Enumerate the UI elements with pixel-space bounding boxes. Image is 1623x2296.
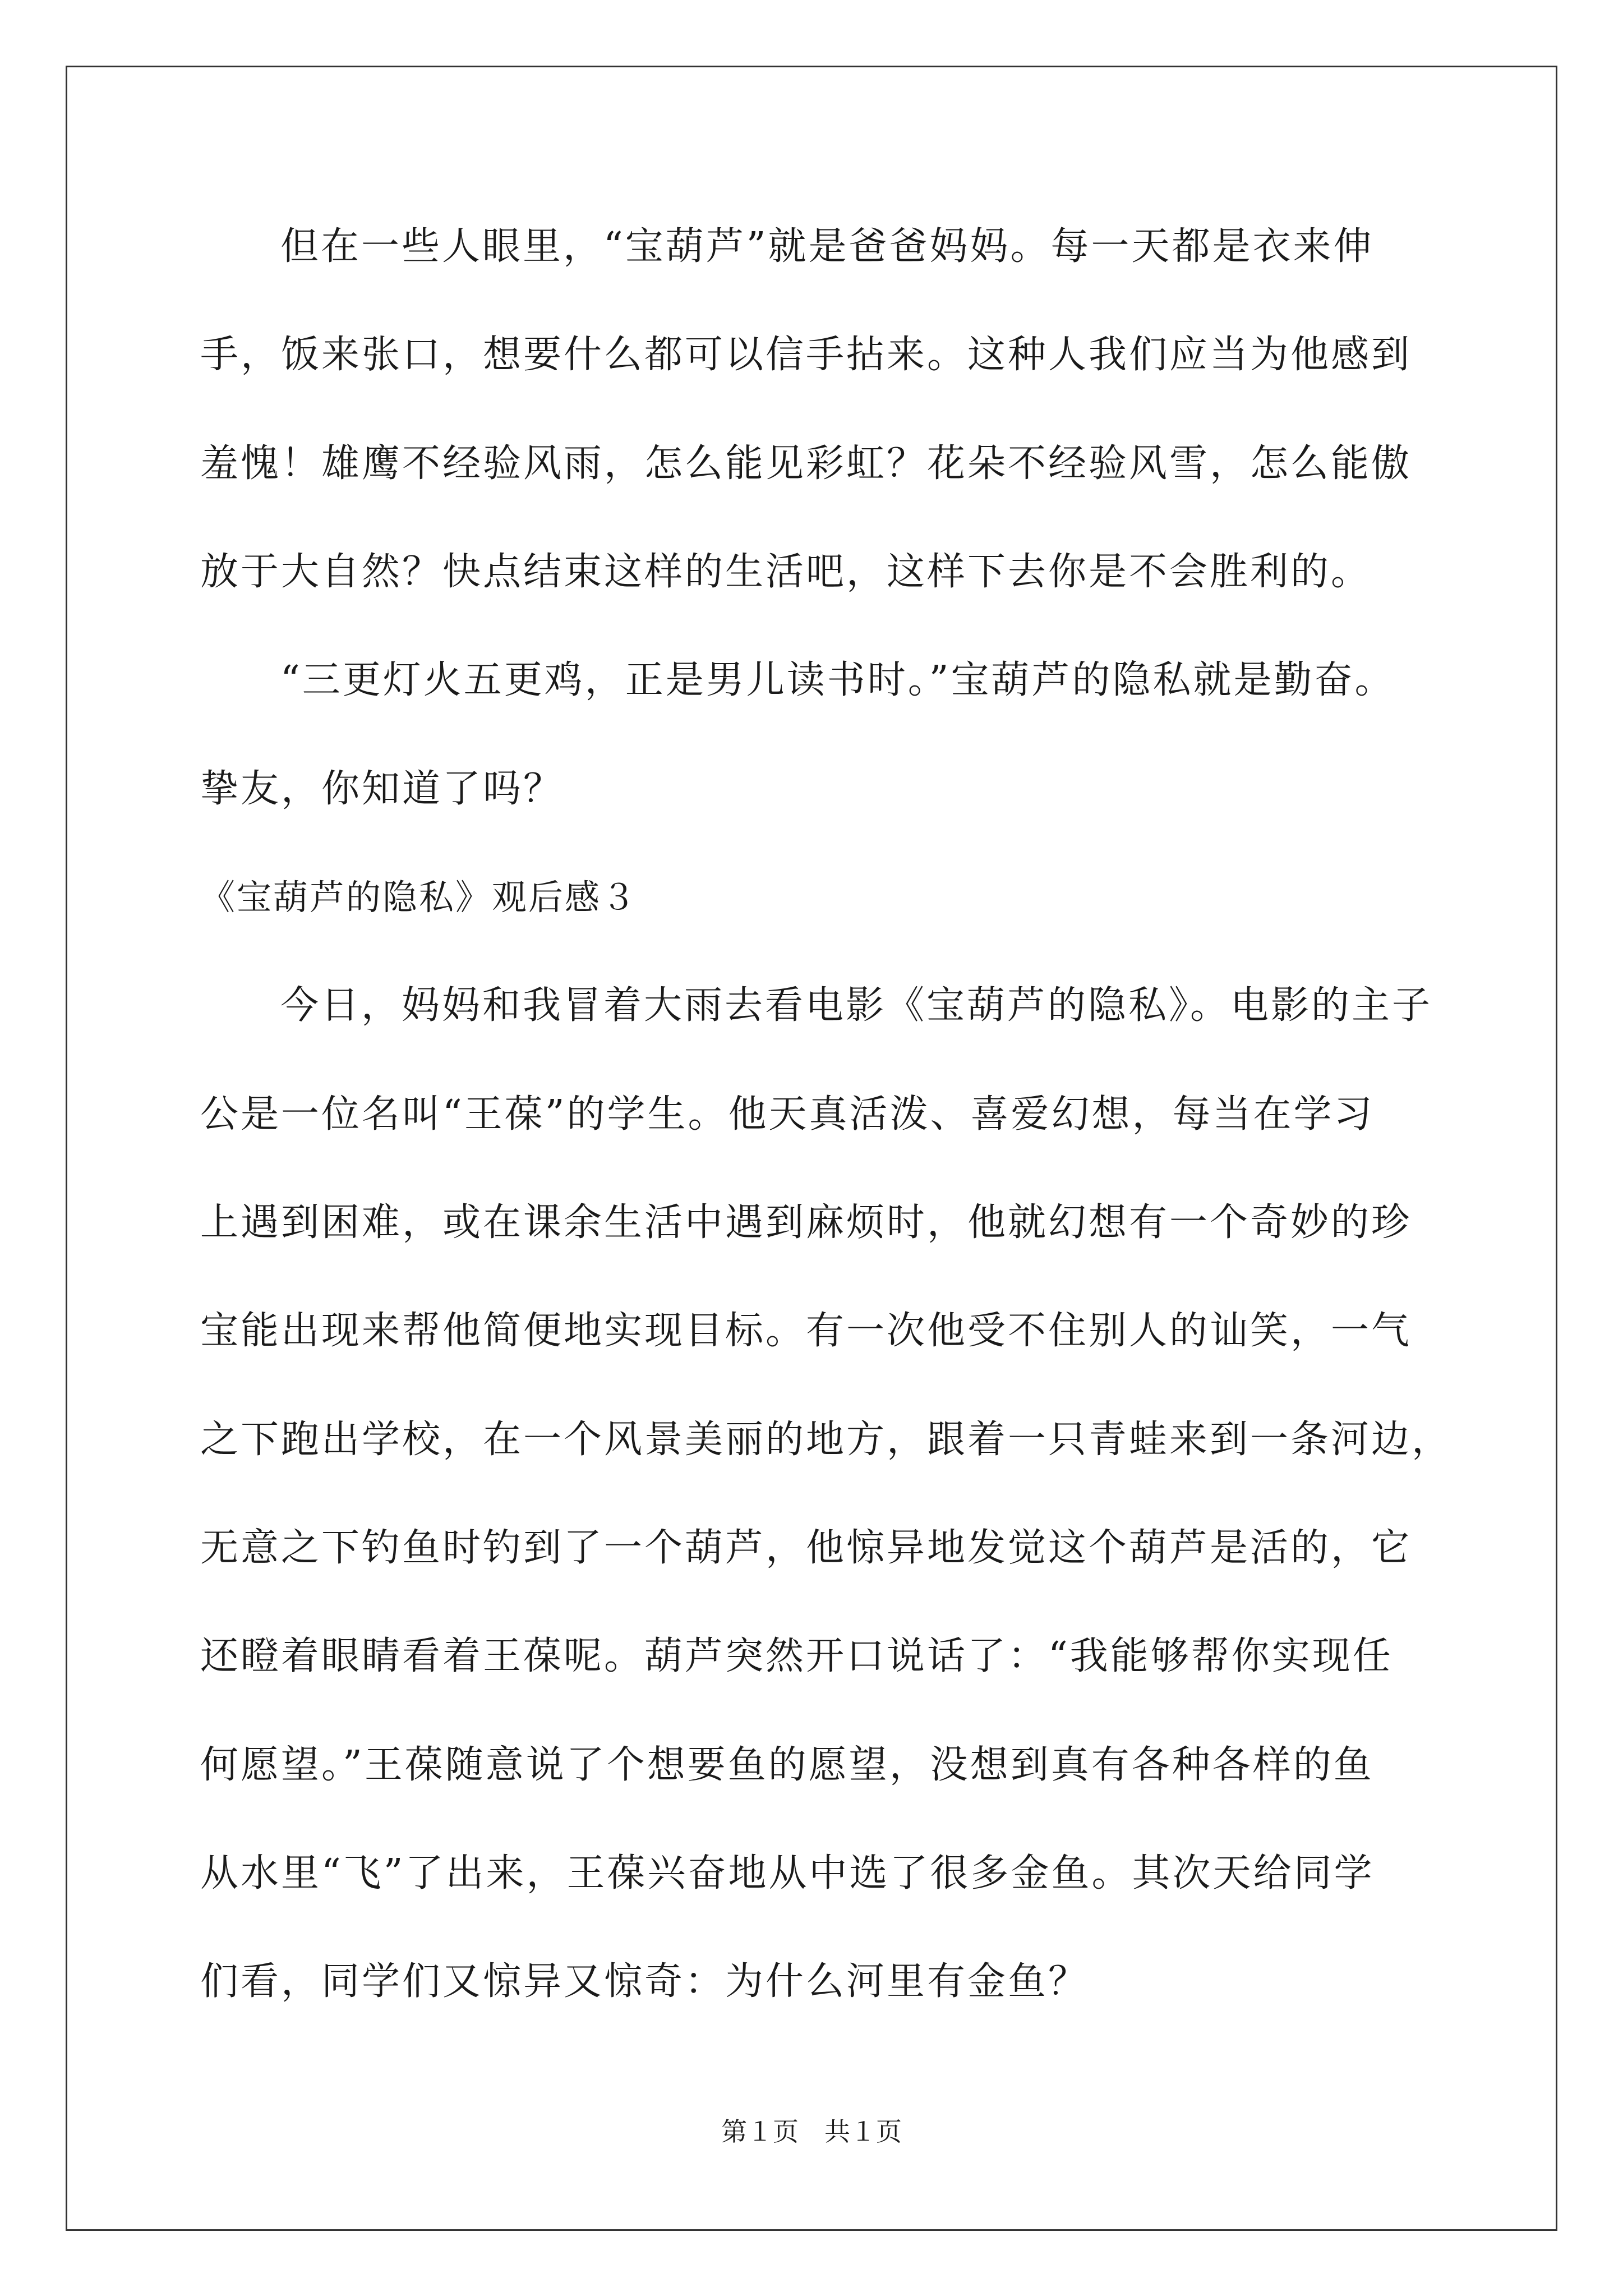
paragraph-3-line-6: 无意之下钓鱼时钓到了一个葫芦，他惊异地发觉这个葫芦是活的，它 <box>200 1526 1412 1570</box>
paragraph-1-line-4: 放于大自然？快点结束这样的生活吧，这样下去你是不会胜利的。 <box>200 550 1372 594</box>
paragraph-3-line-8: 何愿望。”王葆随意说了个想要鱼的愿望，没想到真有各种各样的鱼 <box>200 1743 1374 1787</box>
paragraph-3-line-5: 之下跑出学校，在一个风景美丽的地方，跟着一只青蛙来到一条河边， <box>200 1418 1453 1462</box>
paragraph-1-line-1: 但在一些人眼里，“宝葫芦”就是爸爸妈妈。每一天都是衣来伸 <box>280 224 1374 269</box>
paragraph-3-line-4: 宝能出现来帮他简便地实现目标。有一次他受不住别人的讪笑，一气 <box>200 1309 1412 1353</box>
section-heading: 《宝葫芦的隐私》观后感３ <box>200 877 638 918</box>
paragraph-2-line-1: “三更灯火五更鸡，正是男儿读书时。”宝葫芦的隐私就是勤奋。 <box>280 658 1395 702</box>
paragraph-3-line-7: 还瞪着眼睛看着王葆呢。葫芦突然开口说话了：“我能够帮你实现任 <box>200 1634 1393 1678</box>
paragraph-1-line-3: 羞愧！雄鹰不经验风雨，怎么能见彩虹？花朵不经验风雪，怎么能傲 <box>200 441 1412 486</box>
page-border <box>66 66 1557 2231</box>
paragraph-3-line-1: 今日，妈妈和我冒着大雨去看电影《宝葫芦的隐私》。电影的主子 <box>280 983 1433 1028</box>
paragraph-1-line-2: 手，饭来张口，想要什么都可以信手拈来。这种人我们应当为他感到 <box>200 333 1412 377</box>
paragraph-3-line-10: 们看，同学们又惊异又惊奇：为什么河里有金鱼？ <box>200 1959 1089 2004</box>
paragraph-3-line-9: 从水里“飞”了出来，王葆兴奋地从中选了很多金鱼。其次天给同学 <box>200 1851 1375 1895</box>
paragraph-3-line-3: 上遇到困难，或在课余生活中遇到麻烦时，他就幻想有一个奇妙的珍 <box>200 1200 1412 1245</box>
paragraph-2-line-2: 挚友，你知道了吗？ <box>200 767 564 811</box>
paragraph-3-line-2: 公是一位名叫“王葆”的学生。他天真活泼、喜爱幻想，每当在学习 <box>200 1092 1375 1137</box>
page-footer: 第１页 共１页 <box>721 2116 902 2147</box>
